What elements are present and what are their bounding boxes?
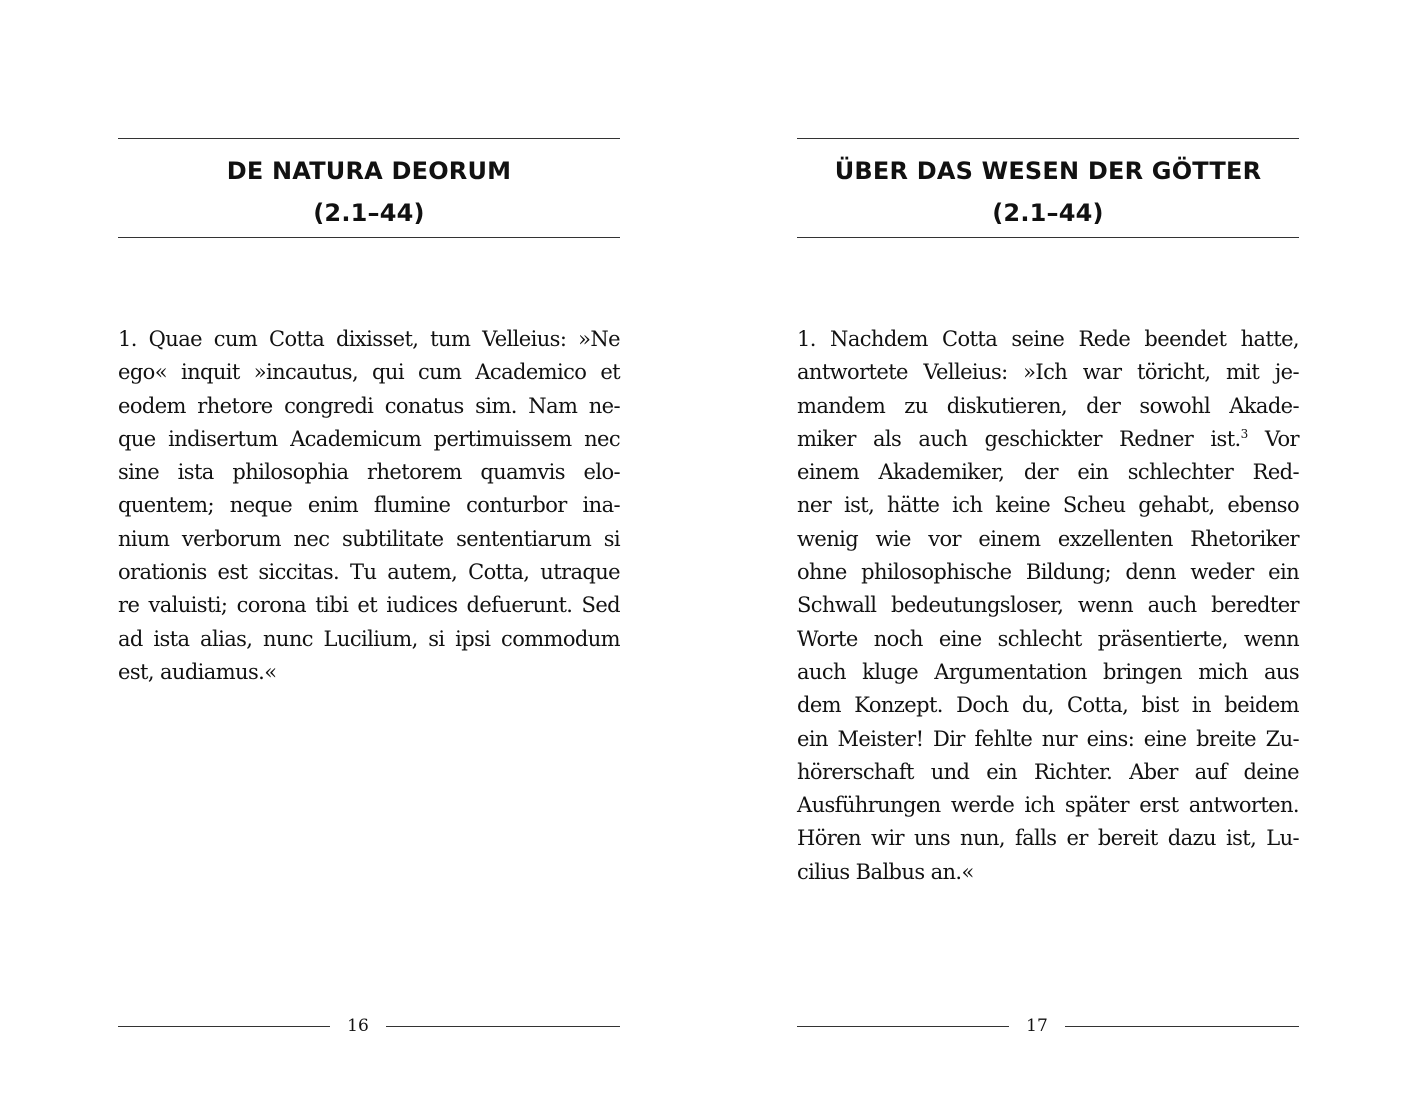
- footer-rule: [118, 1026, 330, 1027]
- footer-rule: [1065, 1026, 1299, 1027]
- text-line: wenig wie vor einem exzellenten Rhetoriker: [797, 526, 1299, 551]
- text-line: ein Meister! Dir fehlte nur eins: eine breite Zu-: [797, 726, 1299, 751]
- text-line: sine ista philosophia rhetorem quamvis elo-: [118, 460, 620, 485]
- text-line: Ausführungen werde ich später erst antworten.: [797, 793, 1299, 818]
- text-line: einem Akademiker, der ein schlechter Red-: [797, 460, 1299, 485]
- text-line: eodem rhetore congredi conatus sim. Nam ne-: [118, 393, 620, 418]
- german-text: [797, 323, 1299, 889]
- text-line: dem Konzept. Doch du, Cotta, bist in beidem: [797, 693, 1299, 718]
- left-title: DE NATURA DEORUM: [226, 157, 512, 185]
- text-line: ohne philosophische Bildung; denn weder ein: [797, 560, 1299, 585]
- left-title-range: (2.1–44): [313, 199, 425, 227]
- text-line: Schwall bedeutungsloser, wenn auch beredter: [797, 593, 1299, 618]
- text-segment: Vor: [1247, 426, 1299, 451]
- text-line: est, audiamus.«: [118, 659, 277, 684]
- text-line: re valuisti; corona tibi et iudices defuerunt. Sed: [118, 593, 620, 618]
- text-line: mandem zu diskutieren, der sowohl Akade-: [797, 393, 1299, 418]
- footer-rule: [797, 1026, 1009, 1027]
- text-line: 1. Quae cum Cotta dixisset, tum Velleius: »Ne: [118, 327, 620, 351]
- footer-rule: [386, 1026, 620, 1027]
- page-number: 16: [347, 1016, 369, 1036]
- text-segment: miker als auch geschickter Redner ist.: [797, 426, 1241, 451]
- left-title-block: [118, 138, 620, 238]
- text-line-with-footnote: [797, 423, 1299, 456]
- text-line: que indisertum Academicum pertimuissem nec: [118, 426, 620, 451]
- text-line: ner ist, hätte ich keine Scheu gehabt, ebenso: [797, 493, 1299, 518]
- text-line: auch kluge Argumentation bringen mich aus: [797, 659, 1299, 684]
- left-page: [118, 0, 620, 1104]
- text-line: hörerschaft und ein Richter. Aber auf deine: [797, 759, 1299, 784]
- footnote-marker[interactable]: 3: [1240, 426, 1248, 441]
- text-line: Hören wir uns nun, falls er bereit dazu ist, Lu-: [797, 826, 1299, 851]
- right-title: ÜBER DAS WESEN DER GÖTTER: [834, 157, 1262, 185]
- text-line: nium verborum nec subtilitate sententiarum si: [118, 526, 620, 551]
- text-line: orationis est siccitas. Tu autem, Cotta, utraque: [118, 560, 620, 585]
- text-line: Worte noch eine schlecht präsentierte, wenn: [797, 626, 1299, 651]
- left-footer: [118, 1014, 620, 1038]
- latin-text: [118, 323, 620, 689]
- text-line: ego« inquit »incautus, qui cum Academico et: [118, 360, 620, 385]
- text-line: antwortete Velleius: »Ich war töricht, mit je-: [797, 360, 1299, 385]
- text-line: 1. Nachdem Cotta seine Rede beendet hatte,: [797, 327, 1299, 351]
- right-page: [797, 0, 1299, 1104]
- right-title-block: [797, 138, 1299, 238]
- page-number: 17: [1026, 1016, 1048, 1036]
- right-footer: [797, 1014, 1299, 1038]
- right-title-range: (2.1–44): [992, 199, 1104, 227]
- text-line: ad ista alias, nunc Lucilium, si ipsi commodum: [118, 626, 620, 651]
- text-line: cilius Balbus an.«: [797, 859, 974, 884]
- text-line: quentem; neque enim flumine conturbor ina-: [118, 493, 620, 518]
